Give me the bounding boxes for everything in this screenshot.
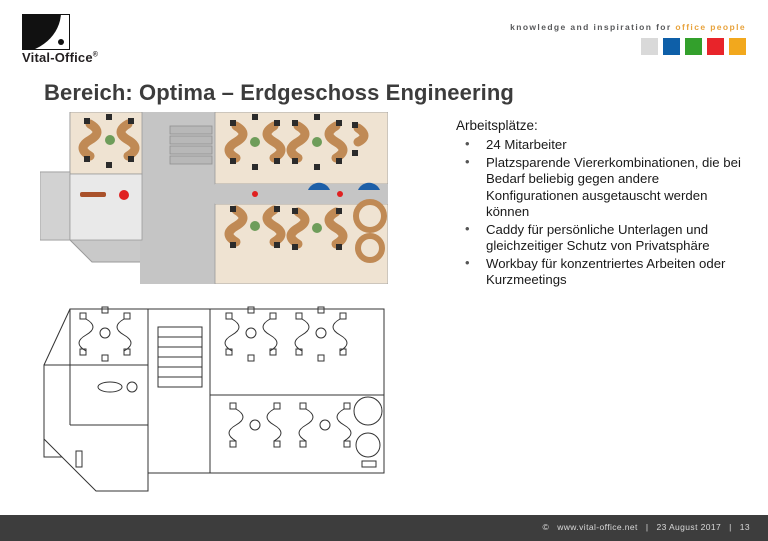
logo-registered-mark: ® [92,51,99,59]
content-heading: Arbeitsplätze: [456,118,538,133]
tagline-plain: knowledge and inspiration for [510,22,676,32]
color-swatches [641,38,746,55]
swatch-5 [729,38,746,55]
floor-plan-linework [40,305,388,505]
swatch-2 [663,38,680,55]
tagline-accent: office people [675,22,746,32]
footer-meta [539,522,754,532]
footer-website[interactable]: www.vital-office.net [557,522,638,532]
page-title: Bereich: Optima – Erdgeschoss Engineering [44,80,514,105]
list-item: • Platzsparende Viererkombinationen, die bei Bedarf beliebig gegen andere Konfigurationen ausgetauscht werden können [456,155,748,221]
tagline [510,22,746,32]
footer-separator-1: | [645,522,649,532]
footer-page-number: 13 [739,522,750,532]
swatch-1 [641,38,658,55]
slide-header [0,0,768,65]
list-item: • Caddy für persönliche Unterlagen und gleichzeitiger Schutz von Privatsphäre [456,222,748,255]
logo-mark-icon [22,14,70,50]
footer-copyright: © [542,522,550,532]
footer-separator-2: | [729,522,732,532]
swatch-4 [707,38,724,55]
list-item: • Workbay für konzentriertes Arbeiten oder Kurzmeetings [456,256,748,289]
bullet-list [456,137,748,289]
slide-footer [0,515,768,541]
floor-plan-coloured [40,112,388,284]
list-item: • 24 Mitarbeiter [456,137,748,154]
swatch-3 [685,38,702,55]
logo-wordmark [22,50,98,65]
footer-date: 23 August 2017 [656,522,722,532]
logo-name: Vital-Office [22,50,93,65]
brand-logo [22,14,142,65]
content-column [456,118,748,290]
